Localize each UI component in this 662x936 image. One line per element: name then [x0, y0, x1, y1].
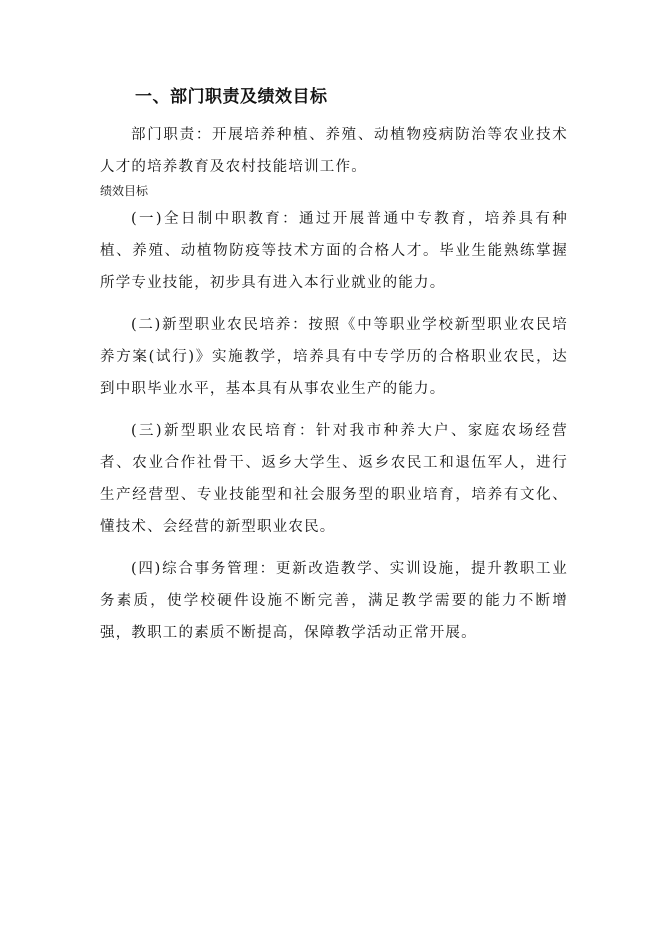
performance-goals-label: 绩效目标 [100, 184, 149, 198]
goal-paragraph-1: (一)全日制中职教育：通过开展普通中专教育，培养具有种植、养殖、动植物防疫等技术方面的合格人才。毕业生能熟练掌握所学专业技能，初步具有进入本行业就业的能力。 [100, 211, 568, 291]
goal-paragraph-4: (四)综合事务管理：更新改造教学、实训设施，提升教职工业务素质，使学校硬件设施不断完善，满足教学需要的能力不断增强，教职工的素质不断提高，保障教学活动正常开展。 [100, 561, 568, 641]
department-duty-paragraph: 部门职责：开展培养种植、养殖、动植物疫病防治等农业技术人才的培养教育及农村技能培训工作。 [100, 127, 568, 175]
section-heading: 一、部门职责及绩效目标 [135, 87, 328, 107]
goal-paragraph-3: (三)新型职业农民培育：针对我市种养大户、家庭农场经营者、农业合作社骨干、返乡大学生、返乡农民工和退伍军人，进行生产经营型、专业技能型和社会服务型的职业培育，培养有文化、懂技术、会经营的新型职业农民。 [100, 423, 568, 535]
goal-paragraph-2: (二)新型职业农民培养：按照《中等职业学校新型职业农民培养方案(试行)》实施教学，培养具有中专学历的合格职业农民，达到中职毕业水平，基本具有从事农业生产的能力。 [100, 317, 568, 397]
